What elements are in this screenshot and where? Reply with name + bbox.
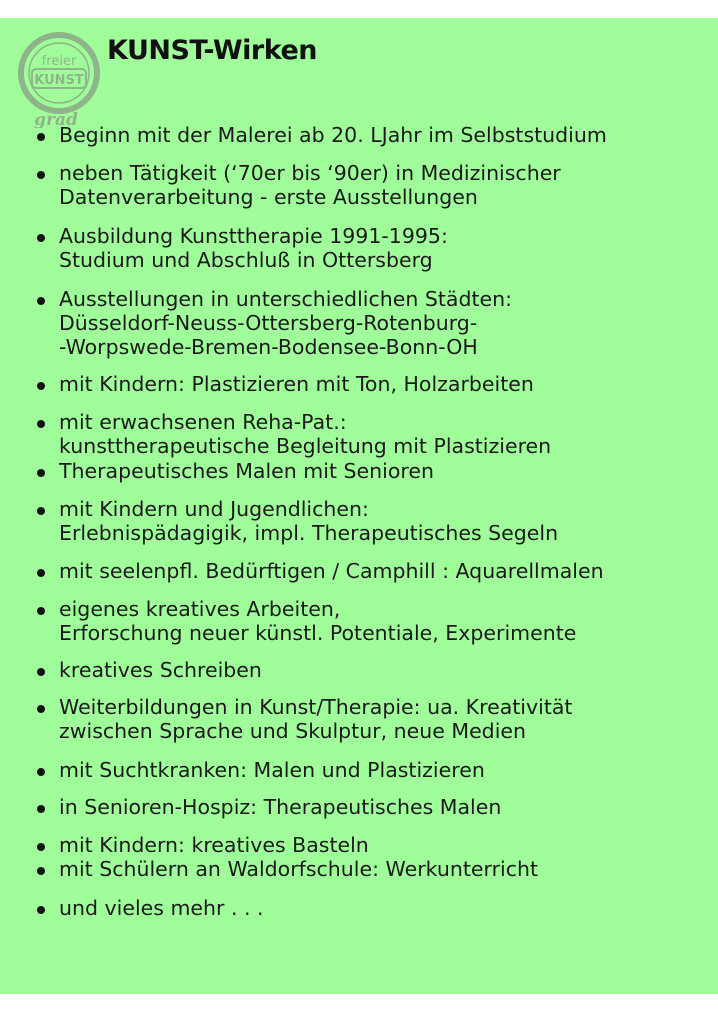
bullet-icon: [37, 133, 45, 141]
list-item: [36, 833, 369, 857]
list-item-line: Beginn mit der Malerei ab 20. LJahr im Selbststudium: [36, 123, 607, 147]
bullet-icon: [37, 420, 45, 428]
list-item-line: neben Tätigkeit (‘70er bis ‘90er) in Medizinischer: [36, 161, 561, 185]
logo-middle-text: KUNST: [34, 73, 84, 88]
list-item-line: Weiterbildungen in Kunst/Therapie: ua. Kreativität: [36, 695, 572, 719]
list-item: [36, 896, 264, 920]
list-item-line: und vieles mehr . . .: [36, 896, 264, 920]
bullet-icon: [37, 297, 45, 305]
bullet-icon: [37, 234, 45, 242]
freier-kunst-grad-logo: [16, 28, 106, 128]
bullet-icon: [37, 607, 45, 615]
logo-top-text: freier: [41, 54, 77, 69]
list-item-line: mit Kindern: kreatives Basteln: [36, 833, 369, 857]
list-item: [36, 559, 604, 583]
list-item-line: mit Kindern und Jugendlichen:: [36, 497, 558, 521]
bullet-icon: [37, 382, 45, 390]
list-item-line: eigenes kreatives Arbeiten,: [36, 597, 576, 621]
list-item-line: Studium und Abschluß in Ottersberg: [59, 248, 433, 272]
list-item: [36, 224, 448, 272]
list-item: [36, 658, 262, 682]
list-item: [36, 410, 551, 458]
list-item-line: mit Suchtkranken: Malen und Plastizieren: [36, 758, 485, 782]
list-item: [36, 795, 501, 819]
list-item-line: Therapeutisches Malen mit Senioren: [36, 459, 434, 483]
list-item-line: kunsttherapeutische Begleitung mit Plastizieren: [59, 434, 552, 458]
bullet-icon: [37, 171, 45, 179]
list-item: [36, 287, 512, 359]
list-item-line: Düsseldorf-Neuss-Ottersberg-Rotenburg-: [59, 311, 478, 335]
list-item-line: mit Schülern an Waldorfschule: Werkunterricht: [36, 857, 538, 881]
logo-bottom-text: grad: [34, 110, 78, 128]
bullet-icon: [37, 668, 45, 676]
bullet-icon: [37, 705, 45, 713]
list-item: [36, 857, 538, 881]
bullet-icon: [37, 507, 45, 515]
page-title: KUNST-Wirken: [107, 35, 317, 66]
list-item-line: mit Kindern: Plastizieren mit Ton, Holzarbeiten: [36, 372, 534, 396]
bullet-icon: [37, 867, 45, 875]
list-item: [36, 695, 572, 743]
list-item-line: -Worpswede-Bremen-Bodensee-Bonn-OH: [59, 335, 478, 359]
bullet-icon: [37, 768, 45, 776]
list-item: [36, 459, 434, 483]
bullet-icon: [37, 569, 45, 577]
list-item-line: Ausbildung Kunsttherapie 1991-1995:: [36, 224, 448, 248]
list-item: [36, 161, 561, 209]
list-item-line: mit seelenpfl. Bedürftigen / Camphill : Aquarellmalen: [36, 559, 604, 583]
list-item: [36, 123, 607, 147]
list-item-line: in Senioren-Hospiz: Therapeutisches Malen: [36, 795, 501, 819]
list-item-line: zwischen Sprache und Skulptur, neue Medien: [59, 719, 526, 743]
list-item-line: mit erwachsenen Reha-Pat.:: [36, 410, 551, 434]
list-item: [36, 372, 534, 396]
list-item-line: kreatives Schreiben: [36, 658, 262, 682]
list-item-line: Ausstellungen in unterschiedlichen Städten:: [36, 287, 512, 311]
bullet-icon: [37, 469, 45, 477]
list-item-line: Datenverarbeitung - erste Ausstellungen: [59, 185, 478, 209]
list-item-line: Erforschung neuer künstl. Potentiale, Experimente: [59, 621, 577, 645]
content-panel: [0, 18, 718, 994]
bullet-icon: [37, 805, 45, 813]
list-item: [36, 758, 485, 782]
bullet-icon: [37, 906, 45, 914]
bullet-icon: [37, 843, 45, 851]
list-item-line: Erlebnispädagigik, impl. Therapeutisches Segeln: [59, 521, 559, 545]
list-item: [36, 597, 576, 645]
list-item: [36, 497, 558, 545]
